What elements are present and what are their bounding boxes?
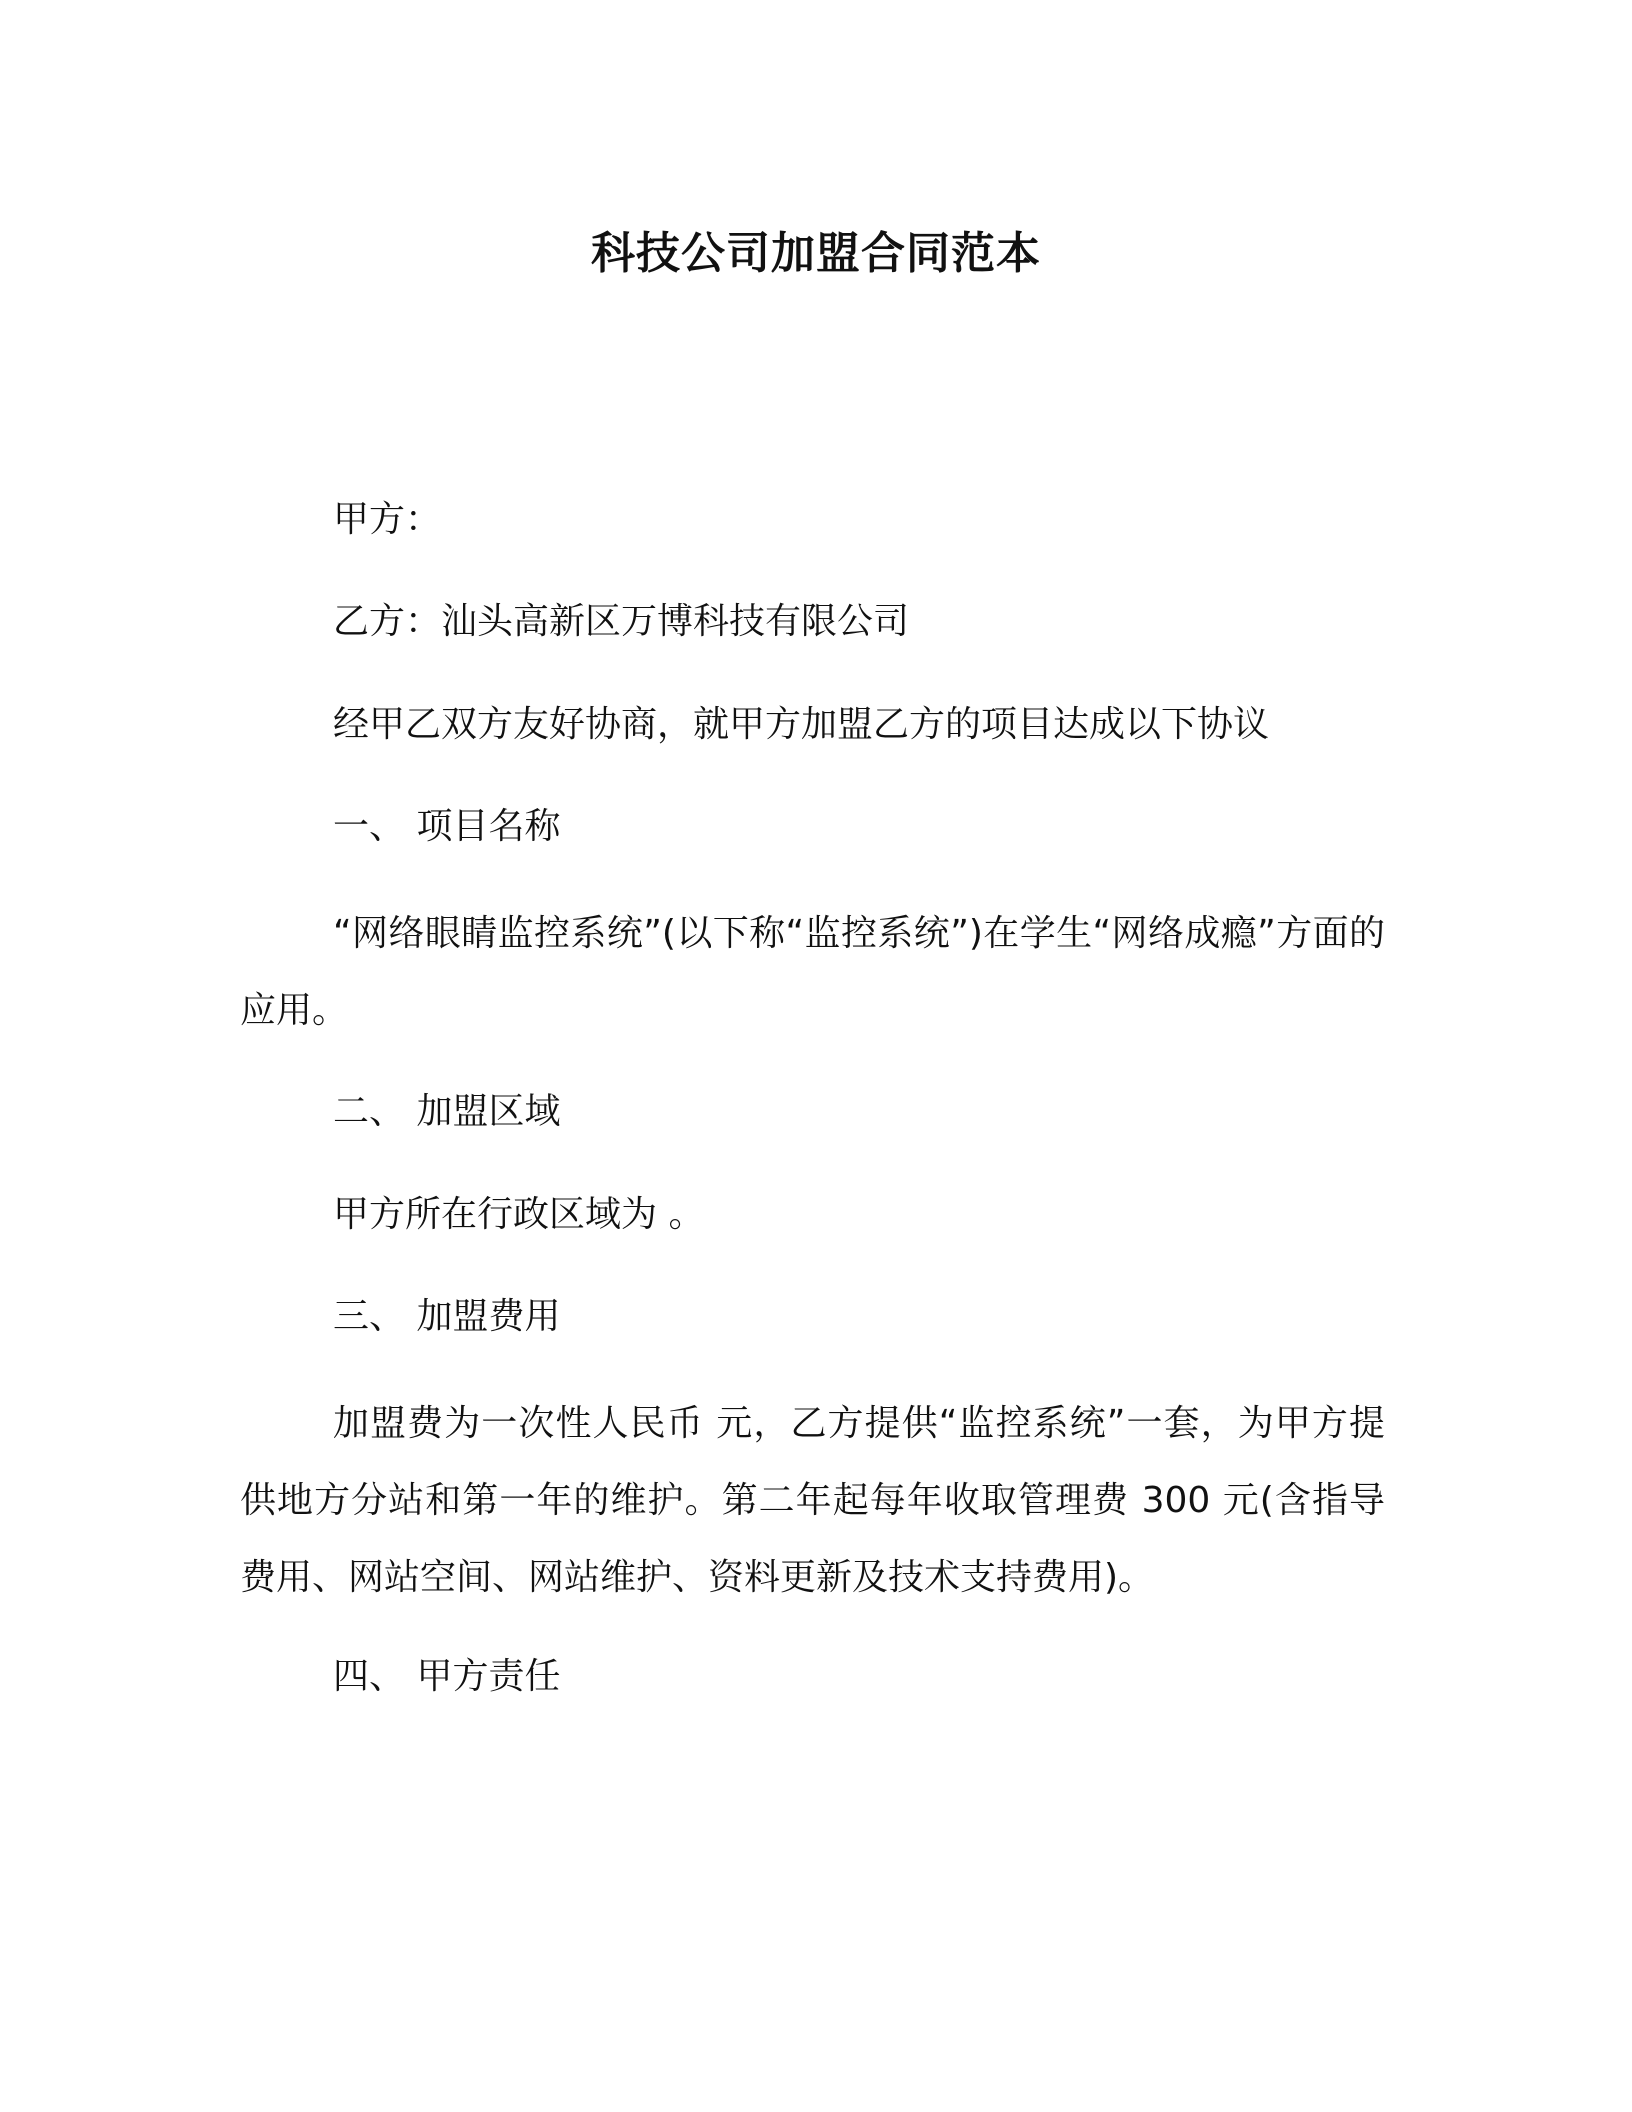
party-b-line: 乙方：汕头高新区万博科技有限公司: [333, 601, 910, 642]
section-heading-2: 二、 加盟区域: [333, 1091, 561, 1132]
party-a-line: 甲方：: [333, 499, 442, 540]
document-title: 科技公司加盟合同范本: [591, 228, 1041, 279]
section-heading-4: 四、 甲方责任: [333, 1656, 561, 1697]
section-body-3: 加盟费为一次性人民币 元，乙方提供“监控系统”一套，为甲方提供地方分站和第一年的维护。第二年起每年收取管理费 300 元(含指导费用、网站空间、网站维护、资料更新及技术支持费用)。: [240, 1403, 1385, 1598]
section-heading-1: 一、 项目名称: [333, 806, 561, 847]
section-body-1: “网络眼睛监控系统”(以下称“监控系统”)在学生“网络成瘾”方面的应用。: [240, 913, 1385, 1031]
section-body-2: 甲方所在行政区域为 。: [333, 1194, 705, 1235]
section-heading-3: 三、 加盟费用: [333, 1296, 561, 1337]
intro-line: 经甲乙双方友好协商，就甲方加盟乙方的项目达成以下协议: [333, 704, 1270, 745]
